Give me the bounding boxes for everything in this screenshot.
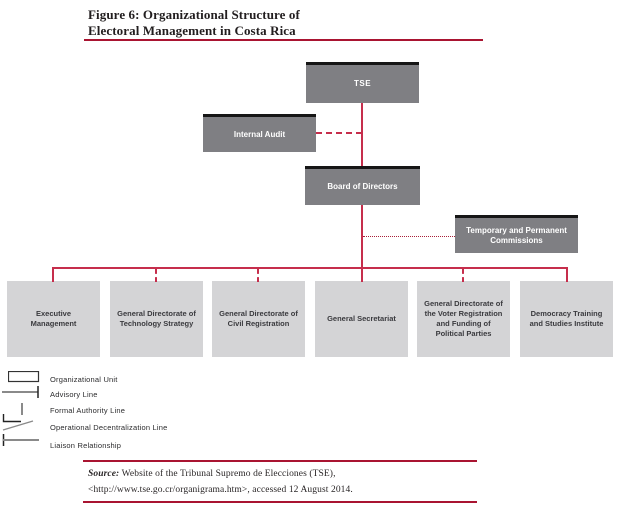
org-node-board-of-directors-label: Board of Directors — [327, 182, 398, 191]
operational-decentralization-line-icon — [2, 414, 36, 432]
organizational-unit-box-icon — [8, 371, 40, 383]
source-text-line1: Website of the Tribunal Supremo de Elecciones (TSE), — [121, 469, 336, 479]
liaison-line-commissions — [363, 236, 455, 237]
figure-title — [88, 7, 300, 39]
source-rule-top — [83, 460, 477, 462]
org-node-technology-strategy-label: General Directorate of Technology Strategy — [117, 309, 196, 328]
org-node-voter-registration-label: General Directorate of the Voter Registration and Funding of Political Parties — [424, 299, 503, 338]
figure-title-line2: Electoral Management in Costa Rica — [88, 23, 296, 38]
source-line1 — [88, 466, 353, 482]
org-node-tse-label: TSE — [353, 79, 372, 88]
liaison-relationship-icon — [2, 434, 40, 447]
legend-item-liaison-relationship: Liaison Relationship — [50, 441, 122, 450]
source-note — [88, 466, 353, 498]
operational-decentralization-drop-technology-strategy — [155, 269, 157, 282]
org-node-technology-strategy — [110, 281, 203, 357]
org-node-temporary-permanent-commissions-label: Temporary and Permanent Commissions — [466, 225, 567, 245]
org-node-board-of-directors — [305, 166, 420, 205]
org-node-internal-audit-label: Internal Audit — [233, 129, 286, 139]
org-node-voter-registration — [417, 281, 510, 357]
org-node-democracy-training-label: Democracy Training and Studies Institute — [529, 309, 604, 328]
formal-authority-drop-general-secretariat — [361, 269, 363, 282]
source-line2: <http://www.tse.go.cr/organigrama.htm>, accessed 12 August 2014. — [88, 485, 353, 495]
formal-authority-drop-executive-management — [52, 269, 54, 282]
org-node-democracy-training — [520, 281, 613, 357]
figure-title-line1: Figure 6: Organizational Structure of — [88, 7, 300, 22]
operational-decentralization-drop-civil-registration — [257, 269, 259, 282]
operational-decentralization-drop-voter-registration — [462, 269, 464, 282]
advisory-line-icon — [2, 385, 42, 399]
formal-authority-drop-democracy-training — [566, 269, 568, 282]
source-rule-bottom — [83, 501, 477, 503]
legend-item-operational-decentralization-line: Operational Decentralization Line — [50, 423, 168, 432]
org-node-tse — [306, 62, 419, 103]
row-connector-line — [52, 267, 568, 269]
formal-authority-line-tse-board — [361, 103, 363, 166]
org-node-general-secretariat-label: General Secretariat — [327, 314, 396, 323]
org-node-temporary-permanent-commissions — [455, 215, 578, 253]
org-node-civil-registration — [212, 281, 305, 357]
source-prefix: Source: — [88, 469, 120, 479]
legend-item-formal-authority-line: Formal Authority Line — [50, 406, 126, 415]
org-node-executive-management-label: Executive Management — [30, 309, 77, 328]
advisory-line-internal-audit — [316, 132, 362, 134]
legend-item-advisory-line: Advisory Line — [50, 390, 98, 399]
legend-item-organizational-unit: Organizational Unit — [50, 375, 118, 384]
org-node-general-secretariat — [315, 281, 408, 357]
org-node-executive-management — [7, 281, 100, 357]
org-node-civil-registration-label: General Directorate of Civil Registration — [219, 309, 298, 328]
title-rule — [84, 39, 483, 41]
org-node-internal-audit — [203, 114, 316, 152]
